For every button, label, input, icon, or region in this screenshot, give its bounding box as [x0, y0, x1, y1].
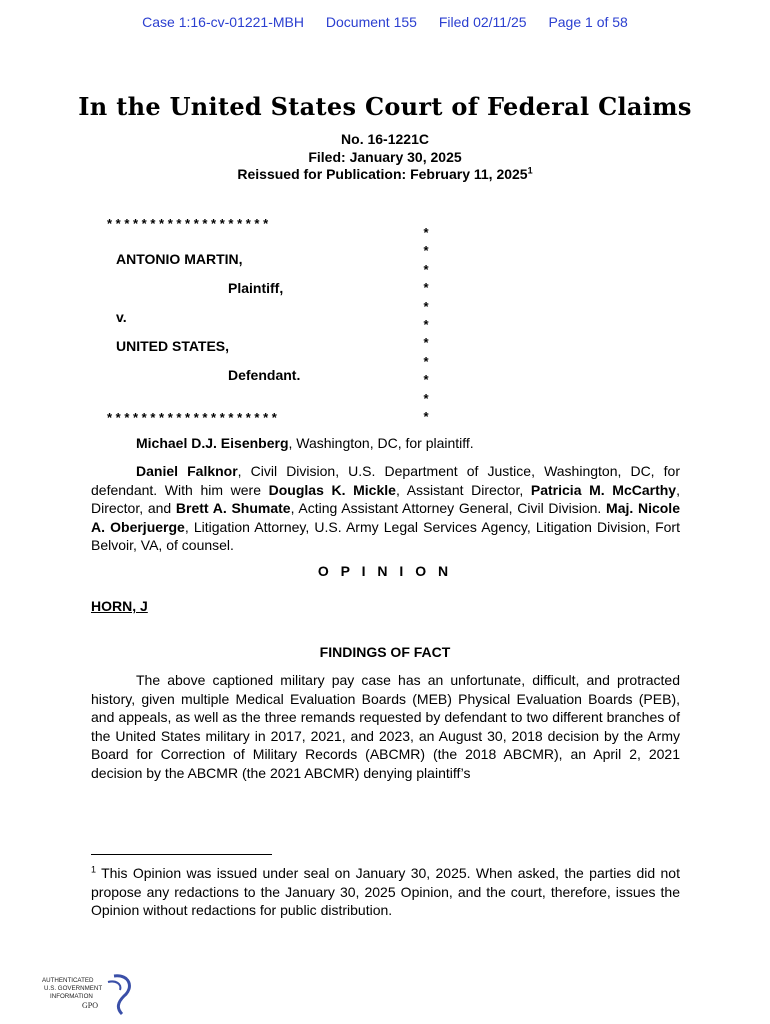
logo-line-3: INFORMATION [50, 993, 93, 1000]
footnote-ref: 1 [527, 165, 533, 176]
defendant-role: Defendant. [228, 367, 301, 383]
case-info [0, 131, 770, 184]
filed-date: Filed: January 30, 2025 [308, 148, 462, 165]
case-number-stamp: Case 1:16-cv-01221-MBH [142, 14, 304, 30]
caption-stars-top: * * * * * * * * * * * * * * * * * * * [107, 216, 269, 231]
filing-stamp [0, 14, 770, 30]
docket-number: No. 16-1221C [341, 131, 429, 147]
document-number-stamp: Document 155 [325, 14, 417, 30]
defendant-name: UNITED STATES, [116, 338, 230, 354]
judge-name: HORN, J [91, 598, 148, 614]
counsel-defendant: Daniel Falknor, Civil Division, U.S. Department of Justice, Washington, DC, for defendant. With him were Douglas K. Mickle, Assistant Director, Patricia M. McCarthy, Director, and Brett A. Shumate, Acting Assistant Attorney General, Civil Division. Maj. Nicole A. Oberjuerge, Litigation Attorney, U.S. Army Legal Services Agency, Litigation Division, Fort Belvoir, VA, of counsel. [91, 463, 680, 553]
footnote-divider [91, 854, 272, 855]
logo-line-4: GPO [82, 1001, 99, 1010]
logo-line-2: U.S. GOVERNMENT [44, 985, 103, 992]
footnote: $^1$ This Opinion was issued under seal on January 30, 2025. When asked, the parties did not propose any redactions to the January 30, 2025 Opinion, and the court, therefore, issues the Opinion without redactions for public distribution. [91, 864, 680, 918]
reissued-date: Reissued for Publication: February 11, 2025$^1$ [237, 165, 533, 182]
filed-date-stamp: Filed 02/11/25 [438, 14, 527, 30]
court-title: In the United States Court of Federal Claims [78, 92, 692, 121]
plaintiff-role: Plaintiff, [228, 280, 284, 296]
findings-heading: FINDINGS OF FACT [319, 644, 451, 660]
caption-stars-column: * * * * * * * * * * * [423, 225, 429, 424]
page-number-stamp: Page 1 of 58 [548, 14, 628, 30]
gpo-authentication-logo [42, 972, 142, 1018]
findings-paragraph: The above captioned military pay case has an unfortunate, difficult, and protracted history, given multiple Medical Evaluation Boards (MEB) Physical Evaluation Boards (PEB), and appeals, as well as the three remands requested by defendant to two different branches of the United States military in 2017, 2021, and 2023, an August 30, 2018 decision by the Army Board for Correction of Military Records (ABCMR) (the 2018 ABCMR), an April 2, 2021 decision by the ABCMR (the 2021 ABCMR) denying plaintiff’s [91, 672, 680, 781]
counsel-plaintiff: Michael D.J. Eisenberg, Washington, DC, for plaintiff. [136, 435, 474, 451]
plaintiff-name: ANTONIO MARTIN, [116, 251, 243, 267]
footnote-marker: 1 [91, 864, 97, 875]
versus: v. [116, 309, 127, 325]
caption-stars-bottom: * * * * * * * * * * * * * * * * * * * * [107, 410, 277, 425]
logo-line-1: AUTHENTICATED [42, 977, 94, 984]
opinion-heading: O P I N I O N [317, 563, 453, 579]
